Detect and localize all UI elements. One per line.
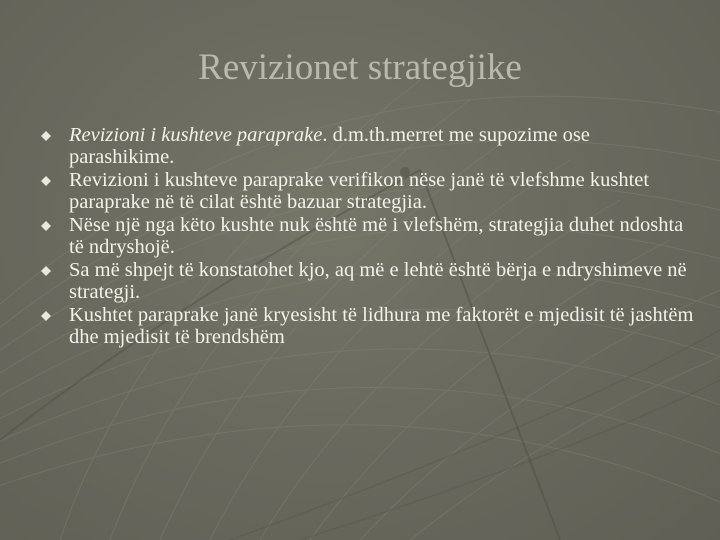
bullet-text: Kushtet paraprake janë kryesisht të lidhura me faktorët e mjedisit të jashtëm dhe mjedisit të brendshëm: [69, 304, 694, 348]
bullet-text: Sa më shpejt të konstatohet kjo, aq më e lehtë është bërja e ndryshimeve në strategji.: [69, 259, 687, 303]
diamond-bullet-icon: [41, 266, 51, 276]
bullet-item: [38, 259, 698, 303]
bullet-text: Nëse një nga këto kushte nuk është më i vlefshëm, strategjia duhet ndoshta të ndryshojë.: [69, 214, 684, 258]
bullet-item: [38, 169, 698, 213]
diamond-bullet-icon: [41, 176, 51, 186]
bullet-text: . d.m.th.merret me supozime ose parashikime.: [69, 124, 590, 168]
bullet-item: [38, 214, 698, 258]
bullet-item: [38, 124, 698, 168]
slide-title: Revizionet strategjike: [198, 47, 522, 88]
bullet-list: [38, 124, 698, 349]
bullet-italic-text: Revizioni i kushteve paraprake: [69, 124, 323, 146]
bullet-item: [38, 304, 698, 348]
bullet-text: Revizioni i kushteve paraprake verifikon nëse janë të vlefshme kushtet paraprake në të cilat është bazuar strategjia.: [69, 169, 650, 213]
diamond-bullet-icon: [41, 221, 51, 231]
diamond-bullet-icon: [41, 311, 51, 321]
diamond-bullet-icon: [41, 131, 51, 141]
